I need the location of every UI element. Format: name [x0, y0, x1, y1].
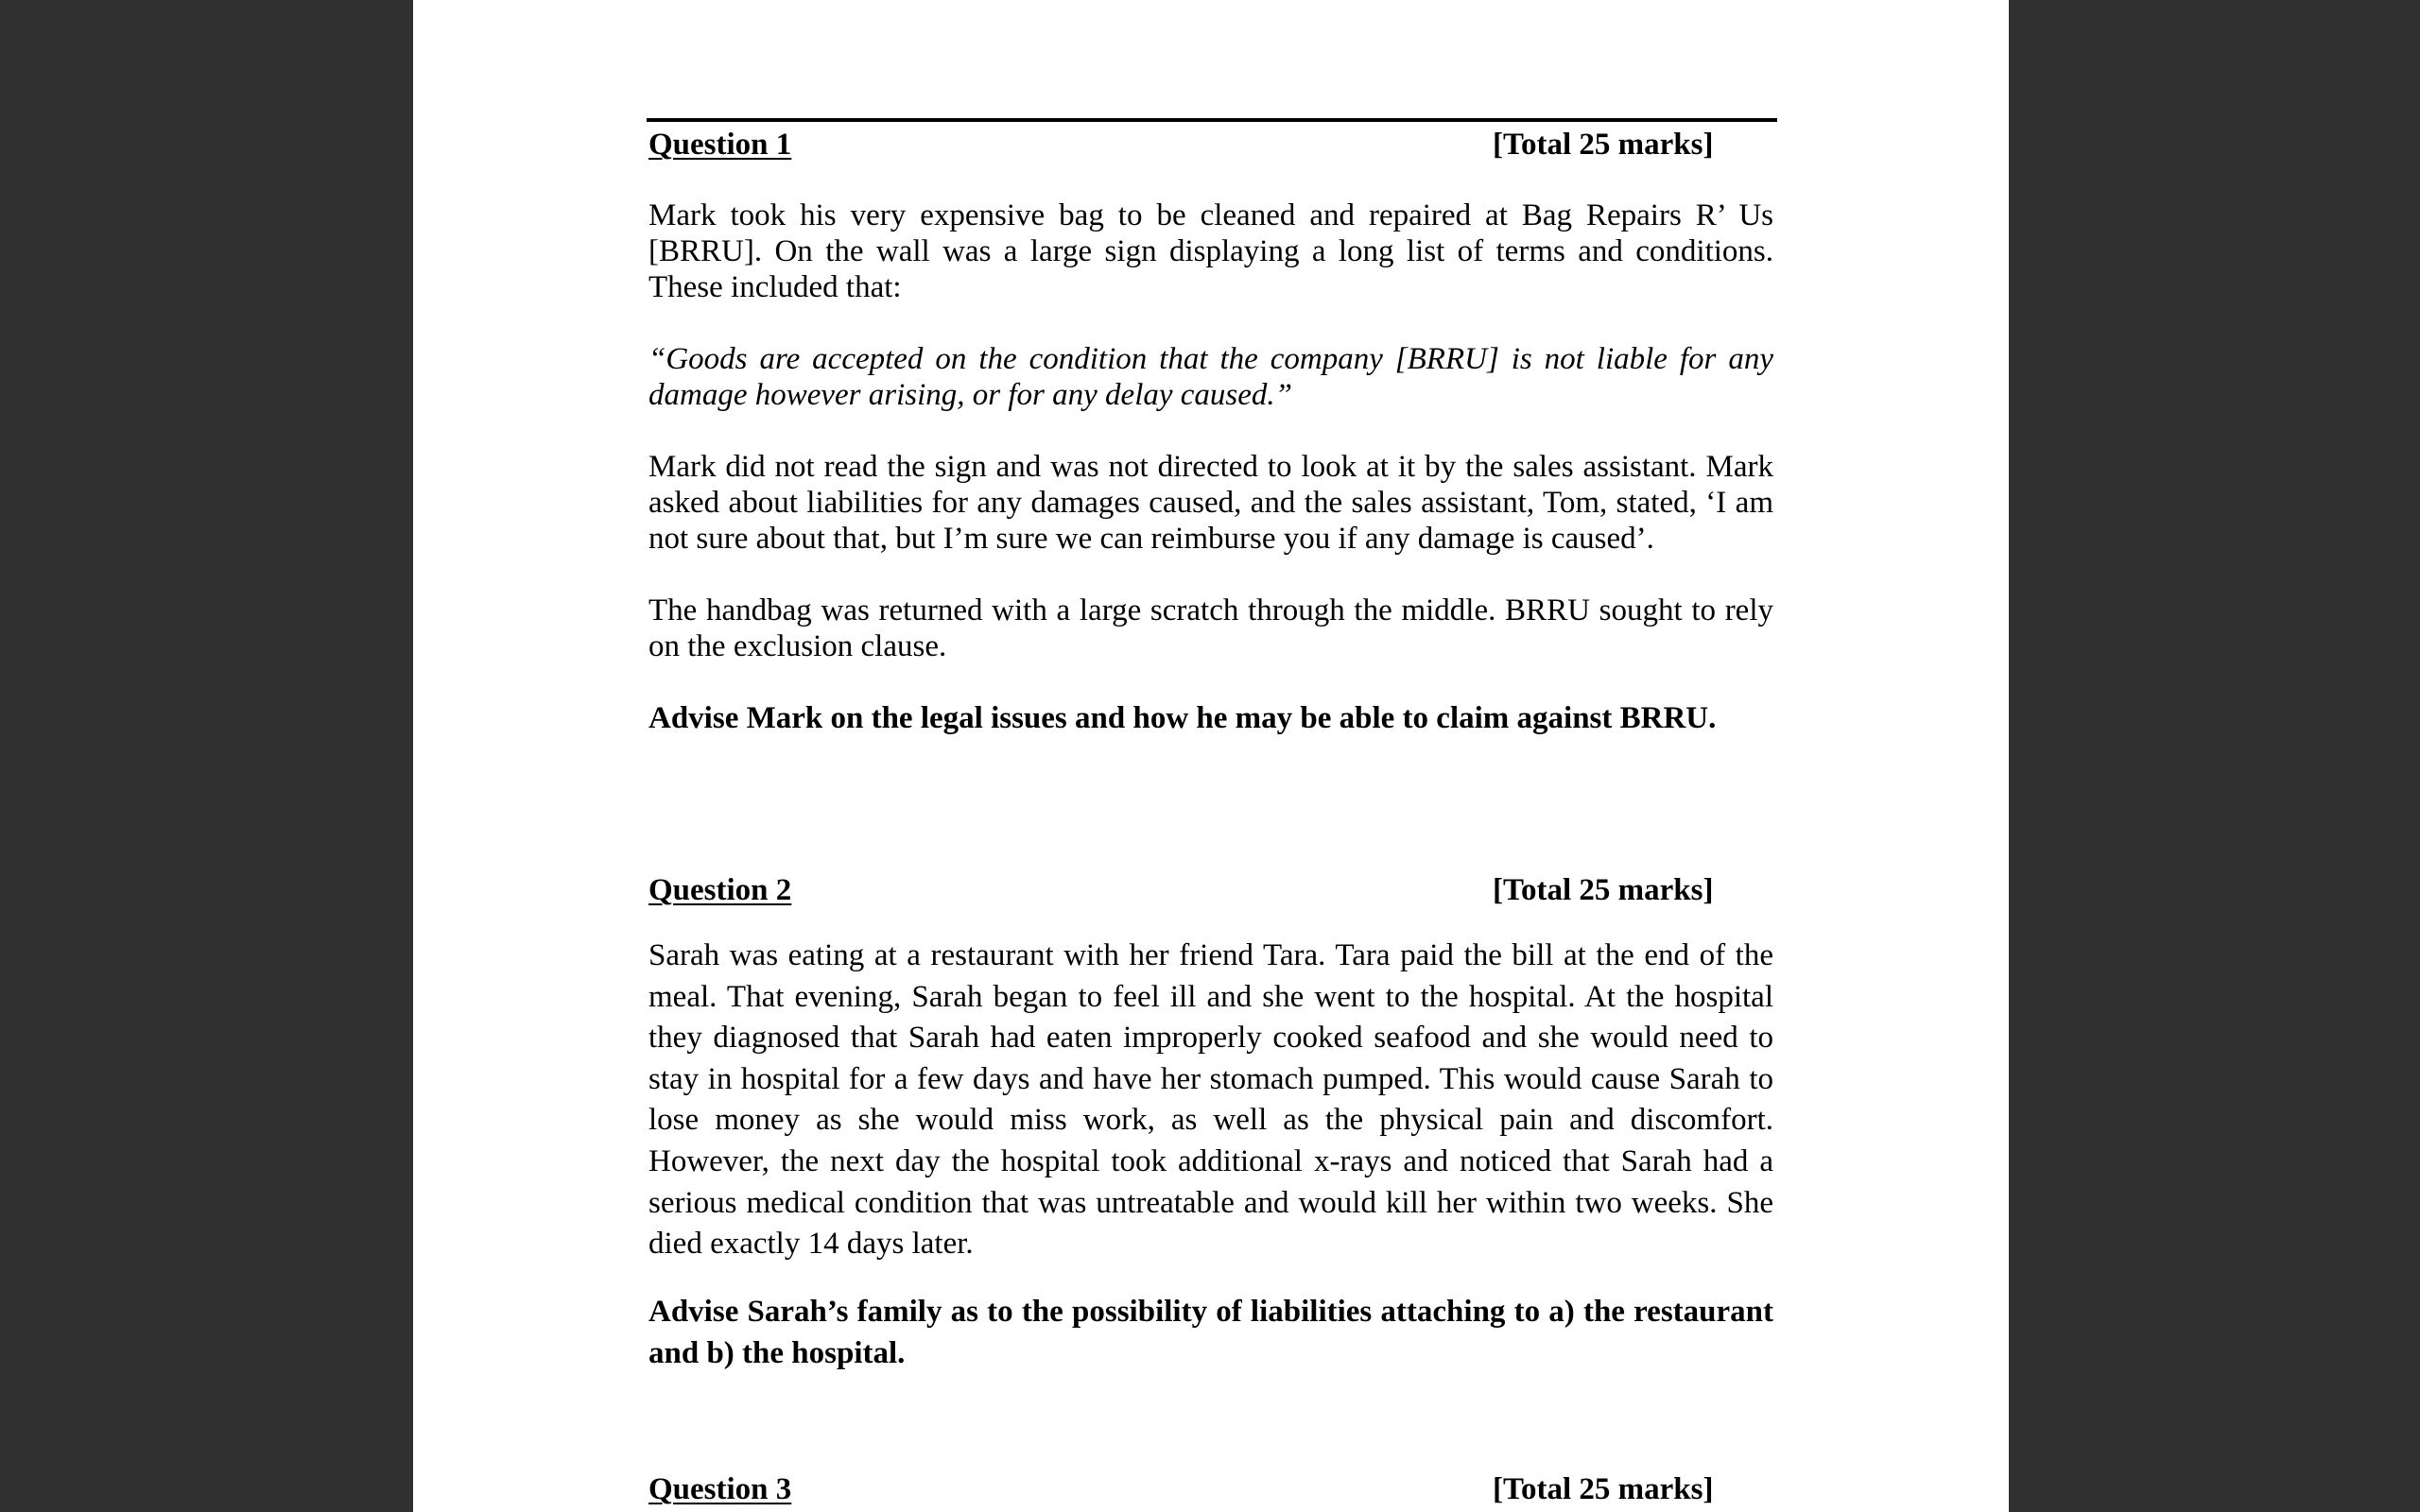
question-2-header	[648, 869, 1773, 911]
question-1-paragraph-3: Mark did not read the sign and was not directed to look at it by the sales assistant. Mark asked about liabilities for any damages caused, and the sales assistant, Tom, stated, ‘I am not sure about that, but I’m sure we can reimburse you if any damage is caused’.	[648, 450, 1773, 556]
question-1-title: Question 1	[648, 128, 792, 162]
question-3-marks: [Total 25 marks]	[1493, 1472, 1714, 1506]
question-1-quote: “Goods are accepted on the condition that the company [BRRU] is not liable for any damage however arising, or for any delay caused.”	[648, 342, 1773, 412]
question-2-paragraph-1: Sarah was eating at a restaurant with her friend Tara. Tara paid the bill at the end of the meal. That evening, Sarah began to feel ill and she went to the hospital. At the hospital they diagnosed that Sarah had eaten improperly cooked seafood and she would need to stay in hospital for a few days and have her stomach pumped. This would cause Sarah to lose money as she would miss work, as well as the physical pain and discomfort. However, the next day the hospital took additional x-rays and noticed that Sarah had a serious medical condition that was untreatable and would kill her within two weeks. She died exactly 14 days later.	[648, 938, 1773, 1262]
question-3-header	[648, 1469, 1773, 1510]
question-1-marks: [Total 25 marks]	[1493, 128, 1714, 162]
question-3-title: Question 3	[648, 1472, 792, 1506]
question-1-header	[648, 124, 1773, 165]
question-2-title: Question 2	[648, 873, 792, 907]
document-page	[413, 0, 2009, 1512]
question-2-instruction: Advise Sarah’s family as to the possibility of liabilities attaching to a) the restaurant and b) the hospital.	[648, 1295, 1773, 1370]
question-1-instruction: Advise Mark on the legal issues and how he may be able to claim against BRRU.	[648, 701, 1717, 735]
question-1-paragraph-4: The handbag was returned with a large scratch through the middle. BRRU sought to rely on the exclusion clause.	[648, 593, 1773, 663]
top-rule	[647, 118, 1777, 122]
question-2-marks: [Total 25 marks]	[1493, 873, 1714, 907]
question-1-paragraph-1: Mark took his very expensive bag to be cleaned and repaired at Bag Repairs R’ Us [BRRU]. On the wall was a large sign displaying a long list of terms and conditions. These included that:	[648, 198, 1773, 304]
